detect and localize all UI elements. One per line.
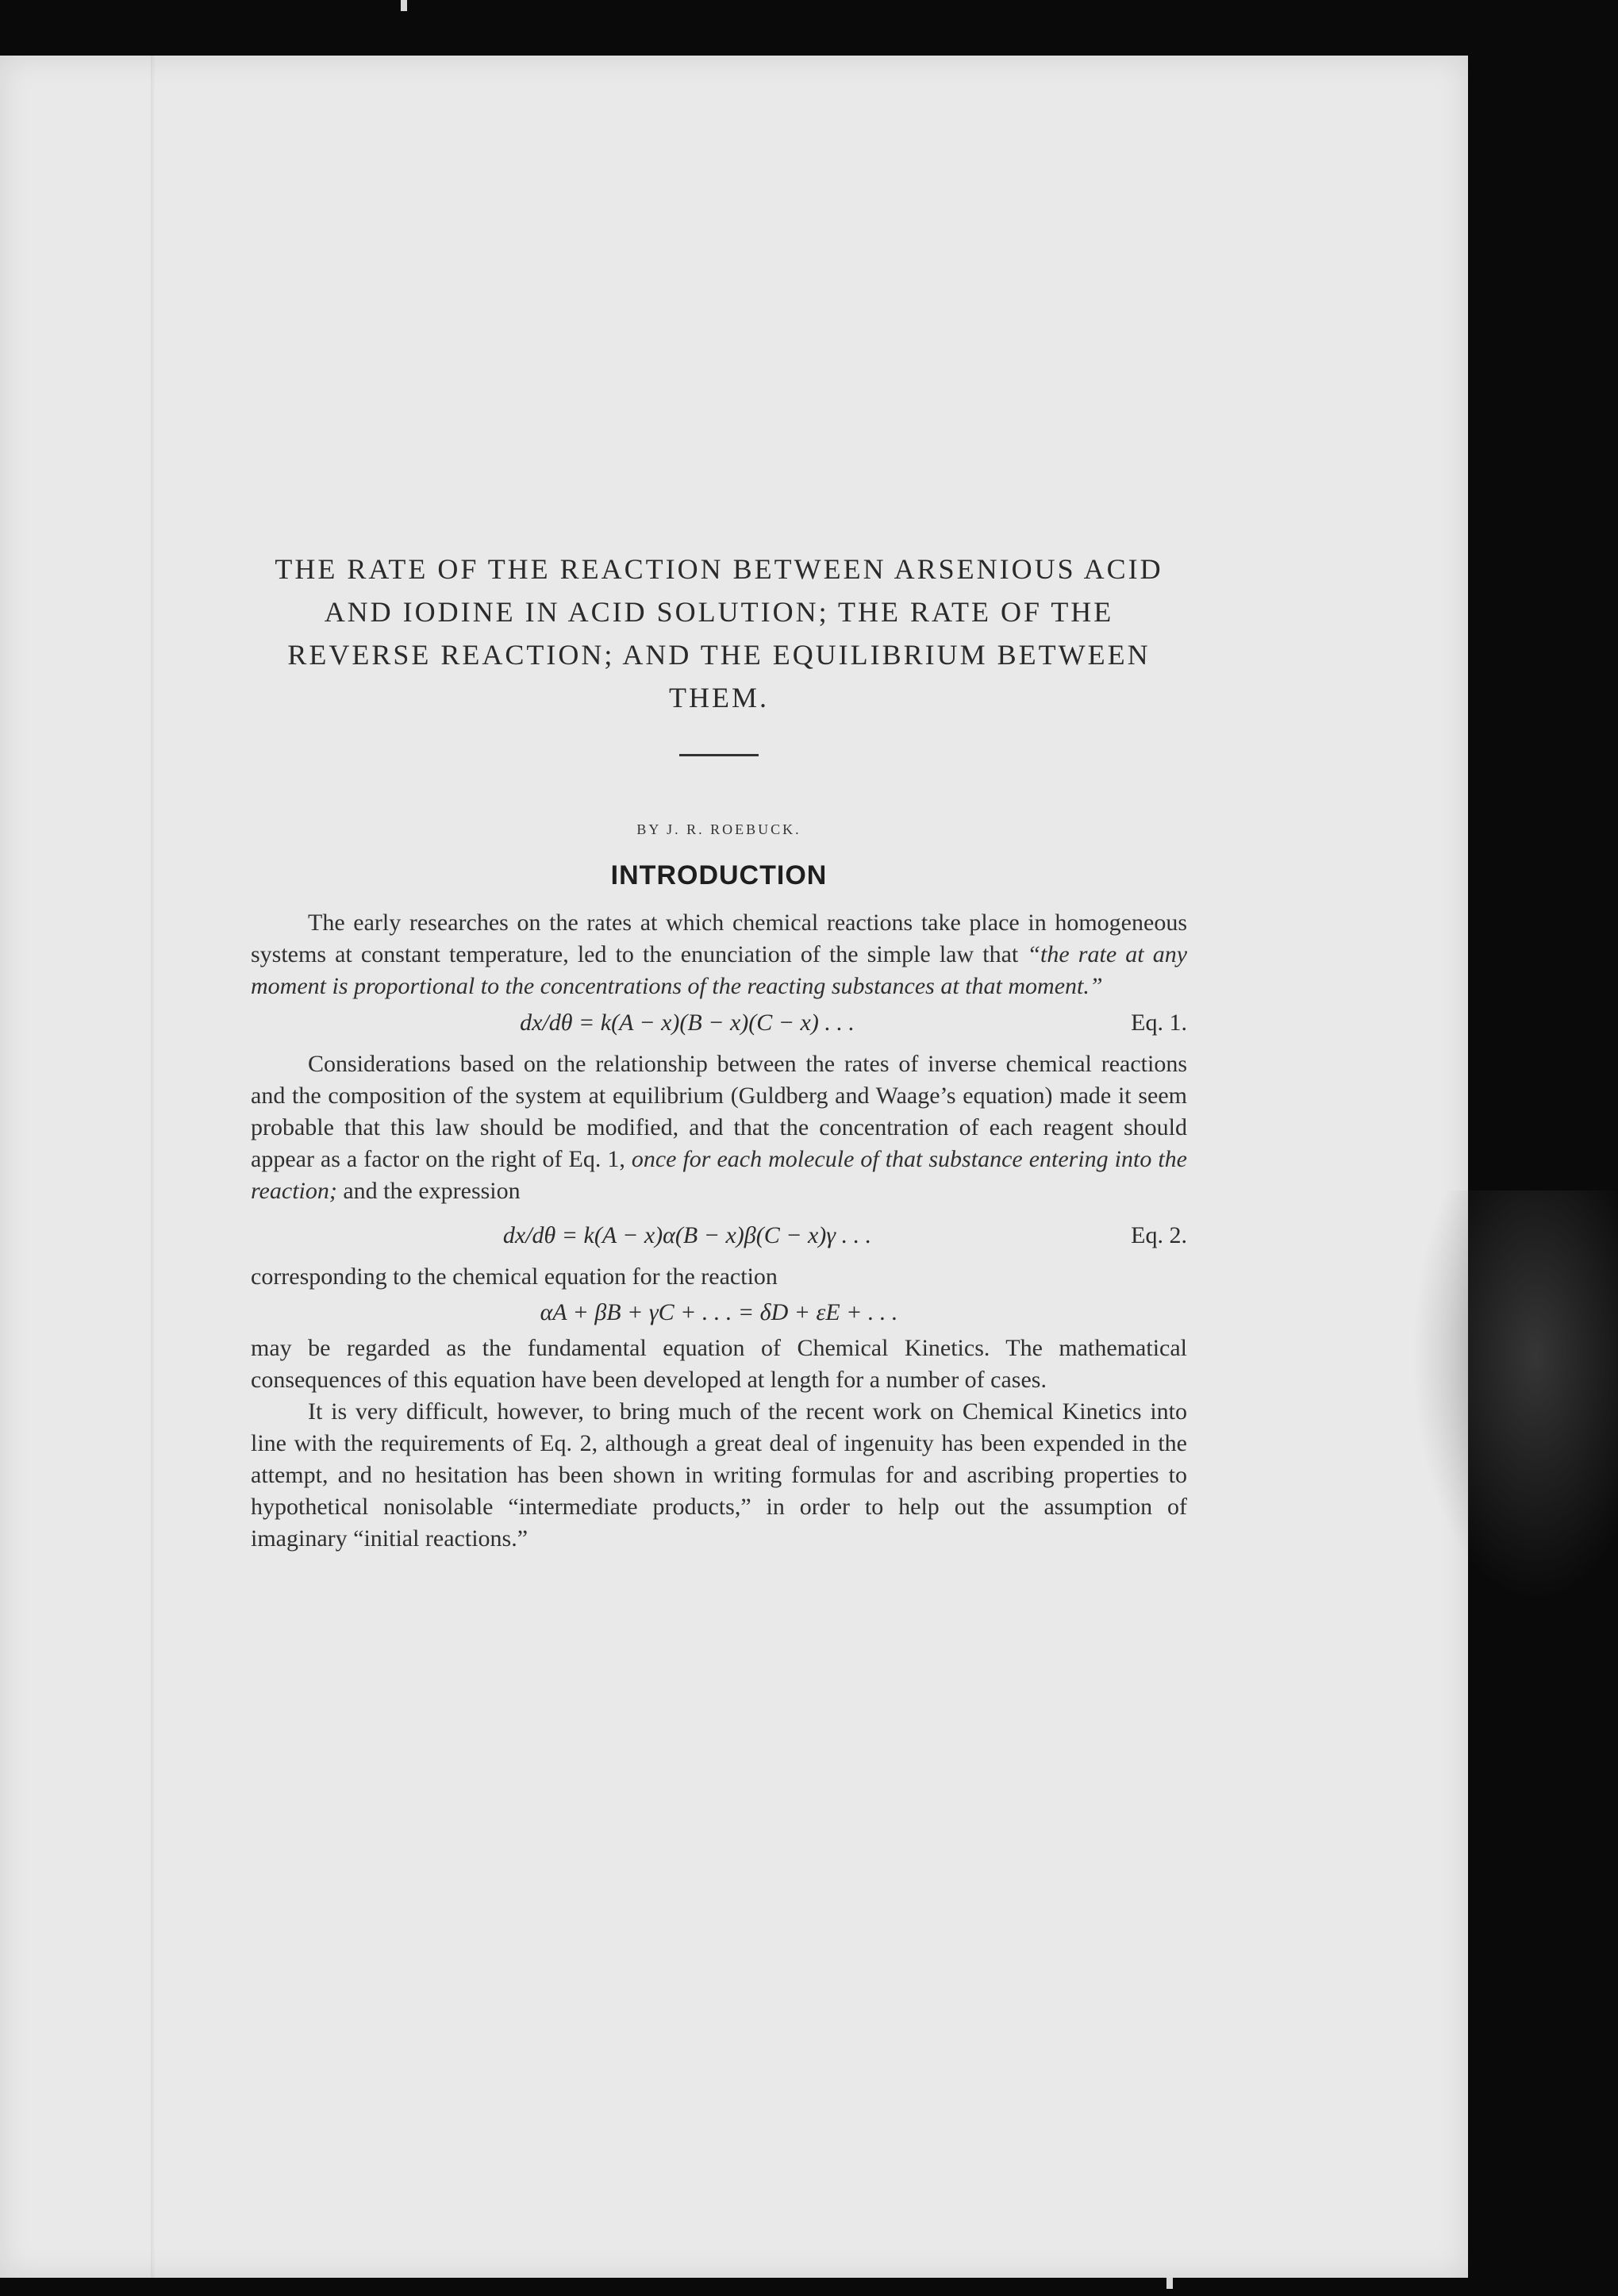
section-heading: INTRODUCTION (610, 860, 828, 890)
bottom-notch-mark (1166, 2278, 1173, 2289)
equation-3: αA + βB + γC + . . . = δD + εE + . . . (540, 1299, 898, 1325)
paragraph-1-text: The early researches on the rates at which chemical reactions take place in homogeneous systems at constant temperature, led to the enunciation of the simple law that (251, 910, 1187, 967)
page-gutter (151, 56, 156, 2278)
paragraph-4: may be regarded as the fundamental equation of Chemical Kinetics. The mathematical consequences of this equation have been developed at length for a number of cases. (251, 1335, 1187, 1393)
article-title: THE RATE OF THE REACTION BETWEEN ARSENIOUS ACID AND IODINE IN ACID SOLUTION; THE RATE OF THE REVERSE REACTION; AND THE EQUILIBRIUM BETWEEN THEM. (275, 553, 1163, 713)
equation-1: dx/dθ = k(A − x)(B − x)(C − x) . . . (520, 1010, 855, 1036)
paragraph-2 (251, 1048, 1187, 1207)
scan-smudge (1412, 1190, 1618, 1603)
scanned-page (0, 56, 1468, 2278)
paragraph-2-text: Considerations based on the relationship between the rates of inverse chemical reactions and the composition of the system at equilibrium (Guldberg and Waage’s equation) made it seem probable that this law should be modified, and that the concentration of each reagent should appear as a factor on the right of Eq. 1, (251, 1051, 1187, 1172)
equation-2-tag: Eq. 2. (1131, 1222, 1187, 1248)
equation-1-tag: Eq. 1. (1131, 1010, 1187, 1036)
equation-1-row (251, 1006, 1187, 1040)
paragraph-5: It is very difficult, however, to bring much of the recent work on Chemical Kinetics into line with the requirements of Eq. 2, although a great deal of ingenuity has been expended in the attempt, and no hesitation has been shown in writing formulas for and ascribing properties to hypothetical nonisolable “intermediate products,” in order to help out the assumption of imaginary “initial reactions.” (251, 1398, 1187, 1552)
equation-2-row (251, 1218, 1187, 1253)
author-byline: BY J. R. ROEBUCK. (636, 821, 801, 837)
paragraph-1-quote: “the rate at any moment is proportional to the concentrations of the reacting substances at that moment.” (251, 941, 1188, 999)
paragraph-3: corresponding to the chemical equation for the reaction (251, 1263, 778, 1290)
title-divider (679, 754, 759, 756)
article-body (251, 548, 1187, 1555)
equation-2: dx/dθ = k(A − x)α(B − x)β(C − x)γ . . . (502, 1222, 872, 1248)
top-notch-mark (401, 0, 407, 11)
paragraph-2-tail: and the expression (336, 1178, 521, 1204)
paragraph-1 (251, 907, 1187, 1002)
paragraph-2-emphasis: once for each molecule of that substance entering into the reaction; (251, 1146, 1187, 1204)
